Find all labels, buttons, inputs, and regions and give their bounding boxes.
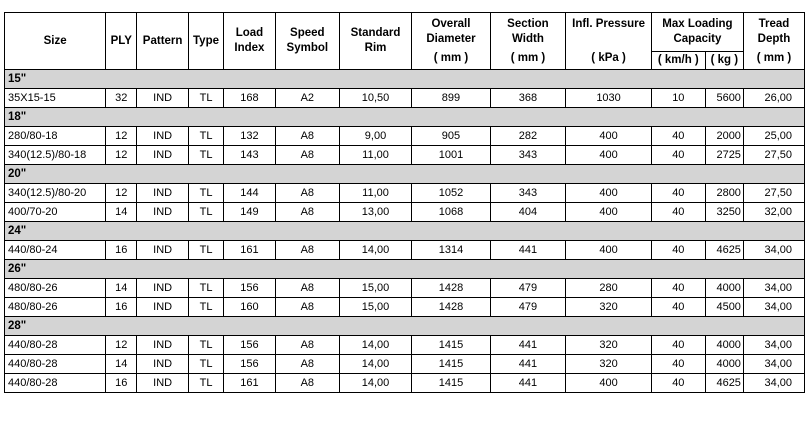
cell-infl-pressure: 320 (566, 336, 652, 355)
cell-size: 35X15-15 (5, 89, 106, 108)
cell-ply: 12 (106, 127, 137, 146)
rim-group-label: 20" (5, 165, 805, 184)
rim-group-row (5, 108, 805, 127)
cell-size: 400/70-20 (5, 203, 106, 222)
table-row (5, 298, 805, 317)
cell-speed-kmh: 40 (651, 336, 705, 355)
cell-load-kg: 4500 (705, 298, 743, 317)
cell-standard-rim: 14,00 (339, 374, 411, 393)
header-standard-rim: Standard Rim (339, 13, 411, 70)
cell-type: TL (188, 298, 223, 317)
table-row (5, 184, 805, 203)
header-section-width-label: Section Width (507, 17, 549, 45)
cell-speed-kmh: 40 (651, 374, 705, 393)
cell-size: 340(12.5)/80-20 (5, 184, 106, 203)
header-tread-depth (743, 13, 804, 70)
table-row (5, 241, 805, 260)
cell-infl-pressure: 280 (566, 279, 652, 298)
cell-tread-depth: 34,00 (743, 336, 804, 355)
cell-speed-kmh: 40 (651, 355, 705, 374)
cell-load-index: 149 (224, 203, 276, 222)
cell-type: TL (188, 336, 223, 355)
cell-pattern: IND (137, 298, 189, 317)
cell-size: 440/80-28 (5, 336, 106, 355)
cell-tread-depth: 32,00 (743, 203, 804, 222)
cell-load-kg: 2725 (705, 146, 743, 165)
table-row (5, 374, 805, 393)
cell-load-kg: 4000 (705, 279, 743, 298)
rim-group-row (5, 165, 805, 184)
cell-speed-symbol: A2 (275, 89, 339, 108)
header-overall-diameter-unit: ( mm ) (433, 51, 469, 64)
table-row (5, 127, 805, 146)
cell-section-width: 368 (490, 89, 565, 108)
cell-type: TL (188, 279, 223, 298)
cell-standard-rim: 14,00 (339, 336, 411, 355)
cell-load-kg: 4625 (705, 374, 743, 393)
rim-group-label: 26" (5, 260, 805, 279)
table-row (5, 279, 805, 298)
cell-size: 440/80-24 (5, 241, 106, 260)
rim-group-label: 18" (5, 108, 805, 127)
cell-pattern: IND (137, 279, 189, 298)
cell-pattern: IND (137, 146, 189, 165)
cell-pattern: IND (137, 374, 189, 393)
header-load-index: Load Index (224, 13, 276, 70)
rim-group-label: 28" (5, 317, 805, 336)
cell-ply: 12 (106, 146, 137, 165)
cell-ply: 12 (106, 336, 137, 355)
header-pattern: Pattern (137, 13, 189, 70)
cell-size: 480/80-26 (5, 279, 106, 298)
cell-load-index: 160 (224, 298, 276, 317)
cell-overall-diameter: 1428 (412, 298, 491, 317)
cell-speed-kmh: 40 (651, 241, 705, 260)
cell-load-kg: 2800 (705, 184, 743, 203)
cell-speed-symbol: A8 (275, 355, 339, 374)
cell-pattern: IND (137, 203, 189, 222)
cell-speed-symbol: A8 (275, 127, 339, 146)
cell-speed-kmh: 40 (651, 298, 705, 317)
cell-pattern: IND (137, 355, 189, 374)
cell-infl-pressure: 400 (566, 184, 652, 203)
cell-section-width: 479 (490, 298, 565, 317)
cell-standard-rim: 15,00 (339, 298, 411, 317)
cell-infl-pressure: 400 (566, 146, 652, 165)
cell-load-index: 143 (224, 146, 276, 165)
cell-section-width: 479 (490, 279, 565, 298)
cell-section-width: 404 (490, 203, 565, 222)
cell-size: 340(12.5)/80-18 (5, 146, 106, 165)
header-overall-diameter-label: Overall Diameter (426, 17, 476, 45)
cell-pattern: IND (137, 89, 189, 108)
cell-standard-rim: 13,00 (339, 203, 411, 222)
cell-speed-kmh: 40 (651, 279, 705, 298)
cell-ply: 16 (106, 374, 137, 393)
header-tread-depth-label: Tread Depth (757, 17, 791, 45)
cell-tread-depth: 27,50 (743, 184, 804, 203)
cell-overall-diameter: 1415 (412, 336, 491, 355)
cell-load-index: 144 (224, 184, 276, 203)
cell-ply: 14 (106, 355, 137, 374)
cell-section-width: 343 (490, 184, 565, 203)
cell-section-width: 441 (490, 374, 565, 393)
cell-ply: 14 (106, 279, 137, 298)
cell-overall-diameter: 1068 (412, 203, 491, 222)
cell-load-index: 132 (224, 127, 276, 146)
table-body (5, 70, 805, 393)
cell-infl-pressure: 320 (566, 355, 652, 374)
header-max-loading-weight-unit: ( kg ) (705, 52, 743, 70)
header-section-width (490, 13, 565, 70)
rim-group-row (5, 317, 805, 336)
cell-pattern: IND (137, 127, 189, 146)
cell-tread-depth: 34,00 (743, 279, 804, 298)
cell-load-kg: 4000 (705, 355, 743, 374)
rim-group-label: 24" (5, 222, 805, 241)
rim-group-row (5, 260, 805, 279)
cell-speed-symbol: A8 (275, 279, 339, 298)
table-row (5, 355, 805, 374)
cell-overall-diameter: 1428 (412, 279, 491, 298)
cell-tread-depth: 26,00 (743, 89, 804, 108)
cell-section-width: 441 (490, 241, 565, 260)
cell-section-width: 441 (490, 355, 565, 374)
cell-speed-kmh: 10 (651, 89, 705, 108)
cell-pattern: IND (137, 241, 189, 260)
header-tread-depth-unit: ( mm ) (756, 51, 792, 64)
rim-group-label: 15" (5, 70, 805, 89)
table-header (5, 13, 805, 70)
tyre-specification-table (4, 12, 805, 393)
table-row (5, 203, 805, 222)
cell-tread-depth: 25,00 (743, 127, 804, 146)
cell-type: TL (188, 89, 223, 108)
cell-section-width: 441 (490, 336, 565, 355)
cell-type: TL (188, 127, 223, 146)
header-speed-symbol: Speed Symbol (275, 13, 339, 70)
cell-overall-diameter: 1415 (412, 374, 491, 393)
cell-overall-diameter: 905 (412, 127, 491, 146)
cell-speed-kmh: 40 (651, 203, 705, 222)
cell-ply: 32 (106, 89, 137, 108)
cell-load-kg: 5600 (705, 89, 743, 108)
header-ply: PLY (106, 13, 137, 70)
cell-standard-rim: 11,00 (339, 184, 411, 203)
cell-size: 440/80-28 (5, 374, 106, 393)
header-infl-pressure (566, 13, 652, 70)
cell-overall-diameter: 1052 (412, 184, 491, 203)
cell-type: TL (188, 146, 223, 165)
cell-ply: 16 (106, 241, 137, 260)
cell-overall-diameter: 1314 (412, 241, 491, 260)
cell-tread-depth: 27,50 (743, 146, 804, 165)
cell-load-index: 161 (224, 241, 276, 260)
header-type: Type (188, 13, 223, 70)
cell-speed-symbol: A8 (275, 374, 339, 393)
rim-group-row (5, 70, 805, 89)
cell-speed-symbol: A8 (275, 203, 339, 222)
cell-overall-diameter: 899 (412, 89, 491, 108)
cell-pattern: IND (137, 184, 189, 203)
cell-load-kg: 2000 (705, 127, 743, 146)
cell-load-kg: 4625 (705, 241, 743, 260)
cell-tread-depth: 34,00 (743, 298, 804, 317)
cell-infl-pressure: 1030 (566, 89, 652, 108)
cell-infl-pressure: 400 (566, 203, 652, 222)
cell-speed-kmh: 40 (651, 127, 705, 146)
cell-infl-pressure: 400 (566, 127, 652, 146)
cell-infl-pressure: 320 (566, 298, 652, 317)
cell-standard-rim: 9,00 (339, 127, 411, 146)
rim-group-row (5, 222, 805, 241)
header-infl-pressure-unit: ( kPa ) (591, 51, 626, 64)
cell-load-index: 156 (224, 336, 276, 355)
cell-speed-symbol: A8 (275, 184, 339, 203)
cell-size: 480/80-26 (5, 298, 106, 317)
cell-standard-rim: 10,50 (339, 89, 411, 108)
cell-type: TL (188, 184, 223, 203)
cell-infl-pressure: 400 (566, 241, 652, 260)
cell-speed-symbol: A8 (275, 298, 339, 317)
cell-speed-symbol: A8 (275, 336, 339, 355)
cell-standard-rim: 14,00 (339, 355, 411, 374)
header-section-width-unit: ( mm ) (510, 51, 546, 64)
cell-standard-rim: 11,00 (339, 146, 411, 165)
cell-load-index: 156 (224, 279, 276, 298)
cell-load-kg: 4000 (705, 336, 743, 355)
cell-standard-rim: 15,00 (339, 279, 411, 298)
table-row (5, 336, 805, 355)
table-row (5, 146, 805, 165)
cell-speed-symbol: A8 (275, 146, 339, 165)
cell-size: 280/80-18 (5, 127, 106, 146)
cell-load-index: 156 (224, 355, 276, 374)
cell-type: TL (188, 241, 223, 260)
cell-load-kg: 3250 (705, 203, 743, 222)
cell-load-index: 168 (224, 89, 276, 108)
cell-type: TL (188, 203, 223, 222)
header-infl-pressure-label: Infl. Pressure (572, 17, 645, 30)
cell-type: TL (188, 355, 223, 374)
cell-ply: 14 (106, 203, 137, 222)
cell-section-width: 343 (490, 146, 565, 165)
cell-speed-kmh: 40 (651, 184, 705, 203)
cell-tread-depth: 34,00 (743, 355, 804, 374)
header-max-loading-capacity: Max Loading Capacity (651, 13, 743, 52)
header-size: Size (5, 13, 106, 70)
cell-tread-depth: 34,00 (743, 241, 804, 260)
cell-speed-kmh: 40 (651, 146, 705, 165)
header-max-loading-speed-unit: ( km/h ) (651, 52, 705, 70)
cell-infl-pressure: 400 (566, 374, 652, 393)
cell-overall-diameter: 1415 (412, 355, 491, 374)
cell-ply: 16 (106, 298, 137, 317)
cell-tread-depth: 34,00 (743, 374, 804, 393)
cell-pattern: IND (137, 336, 189, 355)
cell-speed-symbol: A8 (275, 241, 339, 260)
cell-type: TL (188, 374, 223, 393)
cell-section-width: 282 (490, 127, 565, 146)
header-overall-diameter (412, 13, 491, 70)
cell-ply: 12 (106, 184, 137, 203)
cell-size: 440/80-28 (5, 355, 106, 374)
cell-overall-diameter: 1001 (412, 146, 491, 165)
table-row (5, 89, 805, 108)
cell-load-index: 161 (224, 374, 276, 393)
cell-standard-rim: 14,00 (339, 241, 411, 260)
